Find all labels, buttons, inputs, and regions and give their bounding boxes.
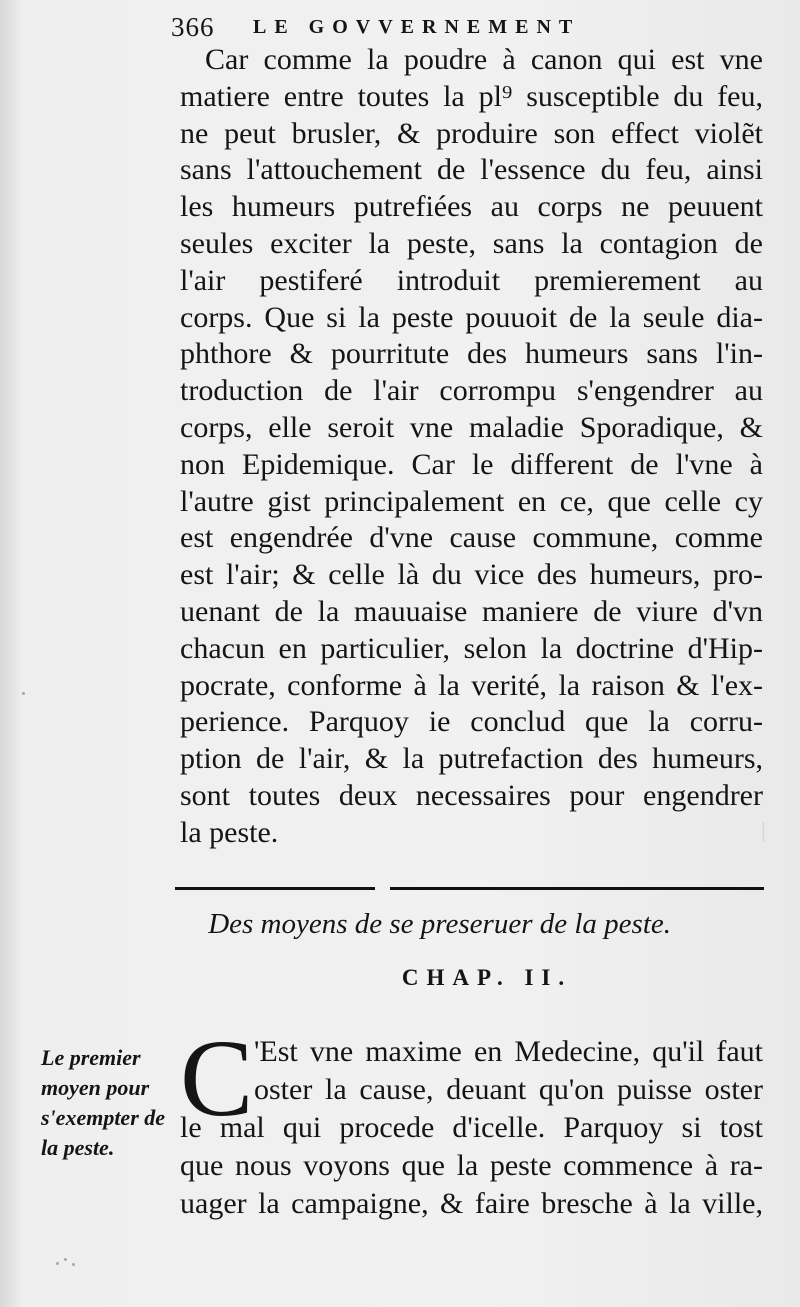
body-line: Car comme la poudre à canon qui est vne	[205, 43, 763, 76]
body-line: uenant de la mauuaise maniere de viure d'vn	[180, 594, 763, 628]
body-line: la peste.	[180, 815, 279, 849]
body-line: ption de l'air, & la putrefaction des humeurs,	[180, 742, 763, 776]
body-line: sont toutes deux necessaires pour engendrer	[180, 778, 763, 812]
section-rule-left	[175, 887, 375, 890]
margin-note: Le premier moyen pour s'exempter de la peste.	[41, 1045, 166, 1160]
page-number: 366	[171, 11, 215, 42]
section-title: Des moyens de se preseruer de la peste.	[208, 908, 671, 940]
paper-speck	[64, 1258, 67, 1261]
drop-cap: C	[180, 1017, 254, 1139]
paper-speck	[22, 692, 25, 695]
chapter-line: oster la cause, deuant qu'on puisse oster	[254, 1073, 763, 1106]
paper-speck	[56, 1262, 59, 1265]
page-header	[171, 8, 786, 46]
body-line: l'autre gist principalement en ce, que celle cy	[180, 484, 763, 518]
body-line: phthore & pourritute des humeurs sans l'in-	[180, 337, 763, 371]
body-line: sans l'attouchement de l'essence du feu, ainsi	[180, 153, 763, 187]
body-line: est engendrée d'vne cause commune, comme	[180, 521, 763, 555]
body-line: les humeurs putrefiées au corps ne peuuent	[180, 190, 763, 224]
chapter-heading: CHAP. II.	[401, 965, 573, 990]
body-line: l'air pestiferé introduit premierement au	[180, 263, 763, 297]
paper-speck	[72, 1263, 75, 1266]
body-line: seules exciter la peste, sans la contagion de	[180, 226, 763, 260]
chapter-line: 'Est vne maxime en Medecine, qu'il faut	[254, 1035, 763, 1068]
body-line: perience. Parquoy ie conclud que la corru-	[180, 705, 763, 739]
body-text	[180, 42, 763, 852]
body-line: corps. Que si la peste pouuoit de la seule dia-	[180, 300, 763, 334]
chapter-line: que nous voyons que la peste commence à ra-	[180, 1149, 763, 1182]
chapter-body	[180, 1017, 763, 1223]
body-line: troduction de l'air corrompu s'engendrer au	[180, 374, 763, 408]
running-head: LE GOVVERNEMENT	[253, 15, 581, 38]
body-line: ne peut brusler, & produire son effect violẽt	[180, 116, 763, 150]
chapter-line: uager la campaigne, & faire bresche à la ville,	[180, 1187, 763, 1220]
body-line: non Epidemique. Car le different de l'vne à	[180, 447, 763, 481]
body-line: pocrate, conforme à la verité, la raison & l'ex-	[180, 668, 763, 702]
body-line: matiere entre toutes la pl⁹ susceptible du feu,	[180, 79, 763, 113]
body-line: chacun en particulier, selon la doctrine d'Hip-	[180, 631, 763, 665]
show-through-texture: |	[760, 818, 767, 842]
body-line: corps, elle seroit vne maladie Sporadique, &	[180, 410, 763, 444]
body-line: est l'air; & celle là du vice des humeurs, pro-	[180, 558, 763, 592]
chapter-line: le mal qui procede d'icelle. Parquoy si tost	[180, 1111, 763, 1144]
section-rule-right	[390, 887, 764, 890]
